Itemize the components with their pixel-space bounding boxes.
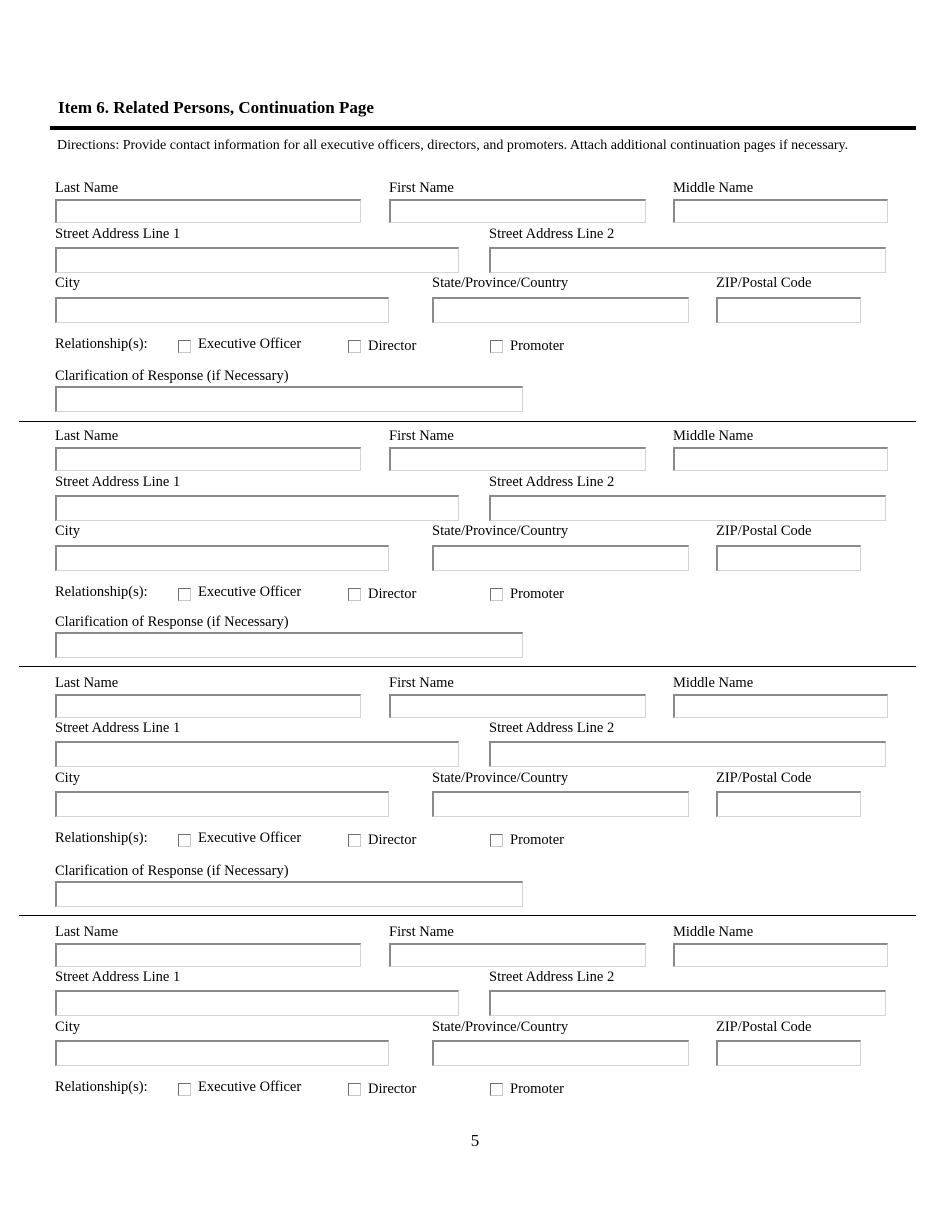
executive-officer-checkbox[interactable] <box>178 340 191 353</box>
state-label: State/Province/Country <box>432 1019 569 1035</box>
zip-input[interactable] <box>716 791 861 817</box>
clarification-label: Clarification of Response (if Necessary) <box>55 614 289 630</box>
last-name-label: Last Name <box>55 924 119 940</box>
street1-input[interactable] <box>55 247 459 273</box>
street1-input[interactable] <box>55 990 459 1016</box>
clarification-label: Clarification of Response (if Necessary) <box>55 368 289 384</box>
relationships-label: Relationship(s): <box>55 830 148 846</box>
page-title: Item 6. Related Persons, Continuation Page <box>58 98 374 117</box>
first-name-label: First Name <box>389 675 454 691</box>
middle-name-label: Middle Name <box>673 924 754 940</box>
first-name-input[interactable] <box>389 694 646 718</box>
state-label: State/Province/Country <box>432 523 569 539</box>
director-label: Director <box>368 586 417 602</box>
street2-input[interactable] <box>489 247 886 273</box>
street1-input[interactable] <box>55 741 459 767</box>
middle-name-input[interactable] <box>673 199 888 223</box>
street2-input[interactable] <box>489 495 886 521</box>
promoter-label: Promoter <box>510 832 564 848</box>
section-divider <box>19 915 916 916</box>
street1-label: Street Address Line 1 <box>55 226 181 242</box>
street1-label: Street Address Line 1 <box>55 474 181 490</box>
director-checkbox[interactable] <box>348 588 361 601</box>
executive-officer-checkbox[interactable] <box>178 834 191 847</box>
promoter-checkbox[interactable] <box>490 340 503 353</box>
title-rule <box>50 126 916 130</box>
street2-input[interactable] <box>489 741 886 767</box>
middle-name-label: Middle Name <box>673 675 754 691</box>
street2-label: Street Address Line 2 <box>489 720 615 736</box>
street1-label: Street Address Line 1 <box>55 720 181 736</box>
promoter-checkbox[interactable] <box>490 1083 503 1096</box>
middle-name-input[interactable] <box>673 694 888 718</box>
city-label: City <box>55 275 80 291</box>
state-input[interactable] <box>432 1040 689 1066</box>
executive-officer-checkbox[interactable] <box>178 588 191 601</box>
city-label: City <box>55 523 80 539</box>
street2-label: Street Address Line 2 <box>489 969 615 985</box>
promoter-label: Promoter <box>510 1081 564 1097</box>
executive-officer-label: Executive Officer <box>198 1079 302 1095</box>
state-input[interactable] <box>432 791 689 817</box>
director-checkbox[interactable] <box>348 834 361 847</box>
zip-input[interactable] <box>716 545 861 571</box>
executive-officer-label: Executive Officer <box>198 830 302 846</box>
middle-name-label: Middle Name <box>673 428 754 444</box>
director-checkbox[interactable] <box>348 340 361 353</box>
street2-label: Street Address Line 2 <box>489 226 615 242</box>
zip-label: ZIP/Postal Code <box>716 275 812 291</box>
middle-name-input[interactable] <box>673 943 888 967</box>
page-number: 5 <box>470 1131 480 1150</box>
street1-input[interactable] <box>55 495 459 521</box>
relationships-label: Relationship(s): <box>55 1079 148 1095</box>
zip-input[interactable] <box>716 297 861 323</box>
first-name-label: First Name <box>389 180 454 196</box>
state-input[interactable] <box>432 297 689 323</box>
state-label: State/Province/Country <box>432 770 569 786</box>
promoter-checkbox[interactable] <box>490 588 503 601</box>
first-name-label: First Name <box>389 428 454 444</box>
clarification-input[interactable] <box>55 881 523 907</box>
city-input[interactable] <box>55 297 389 323</box>
promoter-checkbox[interactable] <box>490 834 503 847</box>
section-divider <box>19 421 916 422</box>
relationships-label: Relationship(s): <box>55 584 148 600</box>
last-name-label: Last Name <box>55 180 119 196</box>
zip-label: ZIP/Postal Code <box>716 770 812 786</box>
city-input[interactable] <box>55 545 389 571</box>
state-label: State/Province/Country <box>432 275 569 291</box>
executive-officer-checkbox[interactable] <box>178 1083 191 1096</box>
relationships-label: Relationship(s): <box>55 336 148 352</box>
street1-label: Street Address Line 1 <box>55 969 181 985</box>
director-label: Director <box>368 338 417 354</box>
clarification-input[interactable] <box>55 386 523 412</box>
director-checkbox[interactable] <box>348 1083 361 1096</box>
first-name-input[interactable] <box>389 199 646 223</box>
city-label: City <box>55 1019 80 1035</box>
last-name-label: Last Name <box>55 675 119 691</box>
city-input[interactable] <box>55 1040 389 1066</box>
director-label: Director <box>368 832 417 848</box>
first-name-input[interactable] <box>389 447 646 471</box>
zip-input[interactable] <box>716 1040 861 1066</box>
promoter-label: Promoter <box>510 338 564 354</box>
directions-text: Directions: Provide contact information for all executive officers, directors, and promoters. Attach additional continuation pages if necessary. <box>57 138 849 153</box>
street2-label: Street Address Line 2 <box>489 474 615 490</box>
zip-label: ZIP/Postal Code <box>716 523 812 539</box>
middle-name-label: Middle Name <box>673 180 754 196</box>
promoter-label: Promoter <box>510 586 564 602</box>
last-name-input[interactable] <box>55 694 361 718</box>
director-label: Director <box>368 1081 417 1097</box>
street2-input[interactable] <box>489 990 886 1016</box>
clarification-input[interactable] <box>55 632 523 658</box>
clarification-label: Clarification of Response (if Necessary) <box>55 863 289 879</box>
middle-name-input[interactable] <box>673 447 888 471</box>
city-input[interactable] <box>55 791 389 817</box>
section-divider <box>19 666 916 667</box>
last-name-input[interactable] <box>55 447 361 471</box>
first-name-label: First Name <box>389 924 454 940</box>
executive-officer-label: Executive Officer <box>198 336 302 352</box>
zip-label: ZIP/Postal Code <box>716 1019 812 1035</box>
last-name-input[interactable] <box>55 943 361 967</box>
city-label: City <box>55 770 80 786</box>
executive-officer-label: Executive Officer <box>198 584 302 600</box>
last-name-input[interactable] <box>55 199 361 223</box>
first-name-input[interactable] <box>389 943 646 967</box>
last-name-label: Last Name <box>55 428 119 444</box>
state-input[interactable] <box>432 545 689 571</box>
